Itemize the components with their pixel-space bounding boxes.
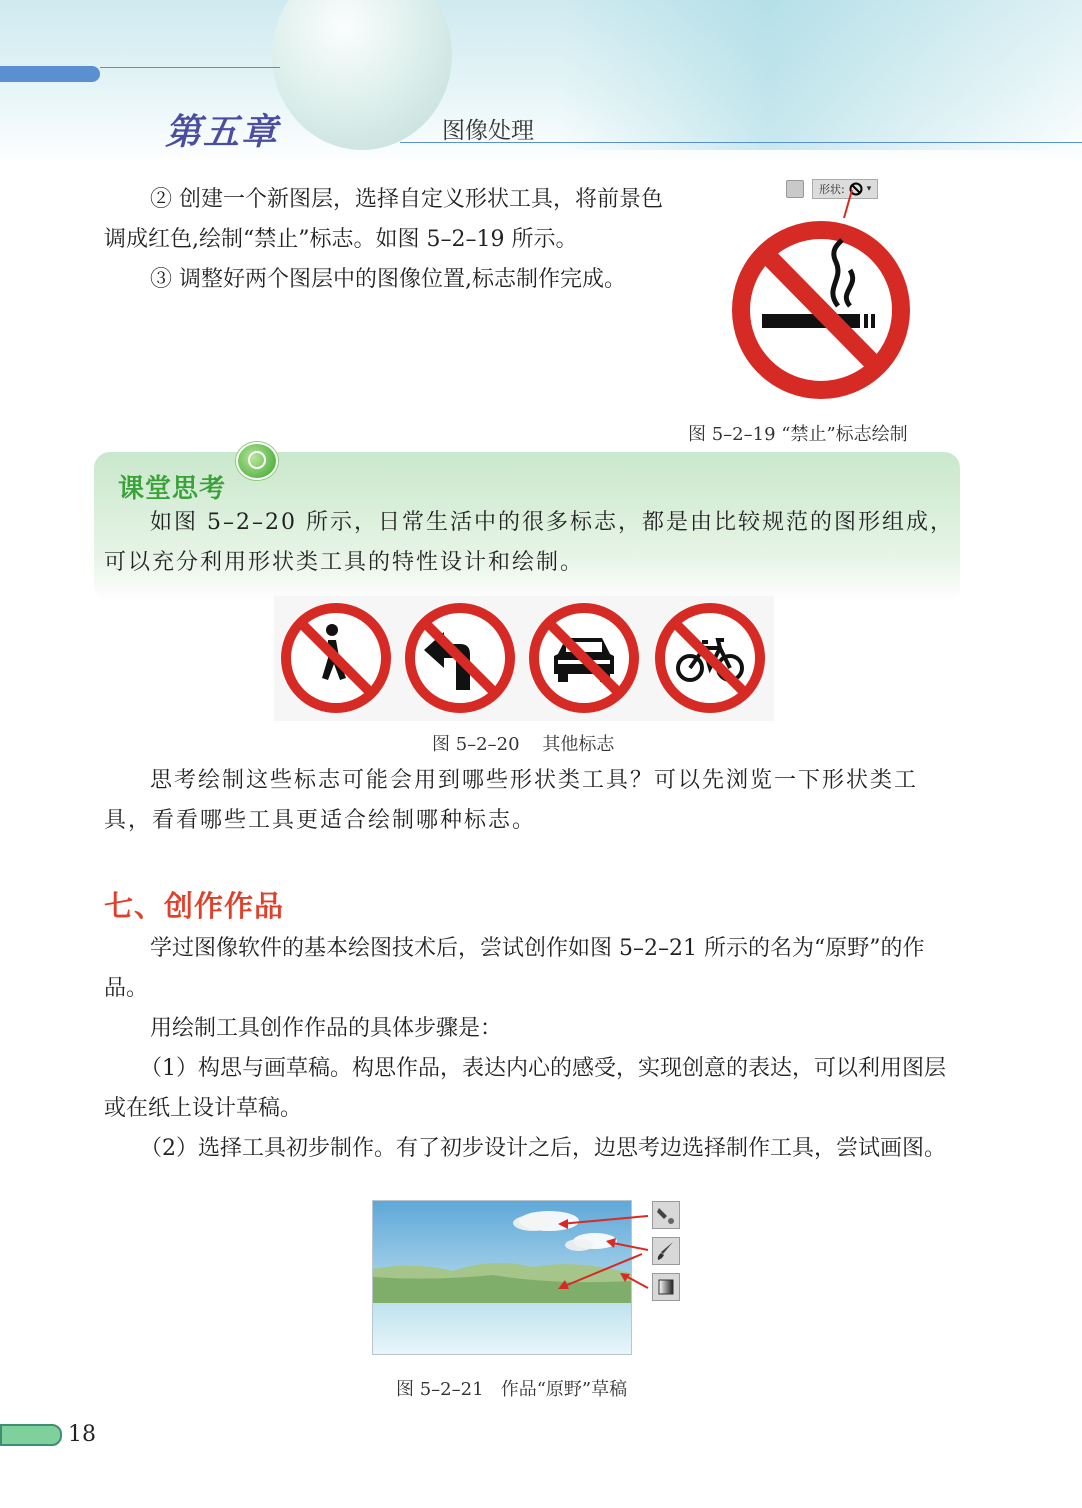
header-rule-top (100, 67, 280, 68)
think-question: 思考绘制这些标志可能会用到哪些形状类工具？可以先浏览一下形状类工具，看看哪些工具更适合绘制哪种标志。 (104, 768, 919, 833)
section-paragraph-1: 学过图像软件的基本绘图技术后，尝试创作如图 5–2–21 所示的名为“原野”的作品。 (104, 936, 925, 1001)
shape-picker[interactable]: 形状: ▾ (812, 179, 878, 199)
no-pedestrian-icon (286, 608, 386, 708)
no-car-icon (534, 608, 634, 708)
section-heading: 七、创作作品 (104, 889, 285, 923)
gradient-tool-icon[interactable] (652, 1273, 680, 1301)
intro-paragraph-1: ② 创建一个新图层，选择自定义形状工具，将前景色调成红色,绘制“禁止”标志。如图 5–2–19 所示。 (104, 187, 663, 252)
figure-21-caption (396, 1375, 627, 1401)
blur-tool-icon[interactable] (652, 1201, 680, 1229)
chapter-title: 第五章 (165, 111, 280, 153)
page-number: 18 (68, 1422, 96, 1447)
thinking-title: 课堂思考 (118, 474, 227, 504)
shape-picker-label: 形状: (819, 183, 845, 196)
figure-20-signs (274, 596, 774, 721)
section-step-1: （1）构思与画草稿。构思作品，表达内心的感受，实现创意的表达，可以利用图层或在纸上设计草稿。 (104, 1056, 946, 1121)
intro-paragraph-2: ③ 调整好两个图层中的图像位置,标志制作完成。 (150, 267, 626, 292)
section-step-2: （2）选择工具初步制作。有了初步设计之后，边思考边选择制作工具，尝试画图。 (140, 1136, 946, 1161)
header-decoration (560, 0, 1082, 150)
page-header (0, 0, 1082, 165)
figure-21-caption-number: 图 5–2–21 (396, 1379, 484, 1400)
page-tab (0, 1424, 62, 1446)
globe-decoration (272, 0, 452, 150)
figure-19-caption: 图 5–2–19 “禁止”标志绘制 (688, 424, 908, 445)
no-left-turn-icon (410, 608, 510, 708)
tool-pointer-arrows (548, 1200, 658, 1300)
section-paragraph-2: 用绘制工具创作作品的具体步骤是： (150, 1016, 503, 1041)
figure-20-caption-number: 图 5–2–20 (432, 734, 520, 755)
no-bicycle-icon (660, 608, 760, 708)
figure-20-caption (432, 730, 614, 756)
header-tab-bar (0, 66, 100, 82)
thinking-text: 如图 5–2–20 所示，日常生活中的很多标志，都是由比较规范的图形组成，可以充分利用形状类工具的特性设计和绘制。 (104, 510, 954, 575)
chapter-subtitle: 图像处理 (442, 118, 534, 144)
no-smoking-sign (726, 188, 916, 403)
figure-21-caption-text: 作品“原野”草稿 (500, 1379, 628, 1400)
figure-20-caption-text: 其他标志 (542, 734, 615, 755)
thinking-icon (236, 442, 278, 480)
brush-tool-icon[interactable] (652, 1237, 680, 1265)
